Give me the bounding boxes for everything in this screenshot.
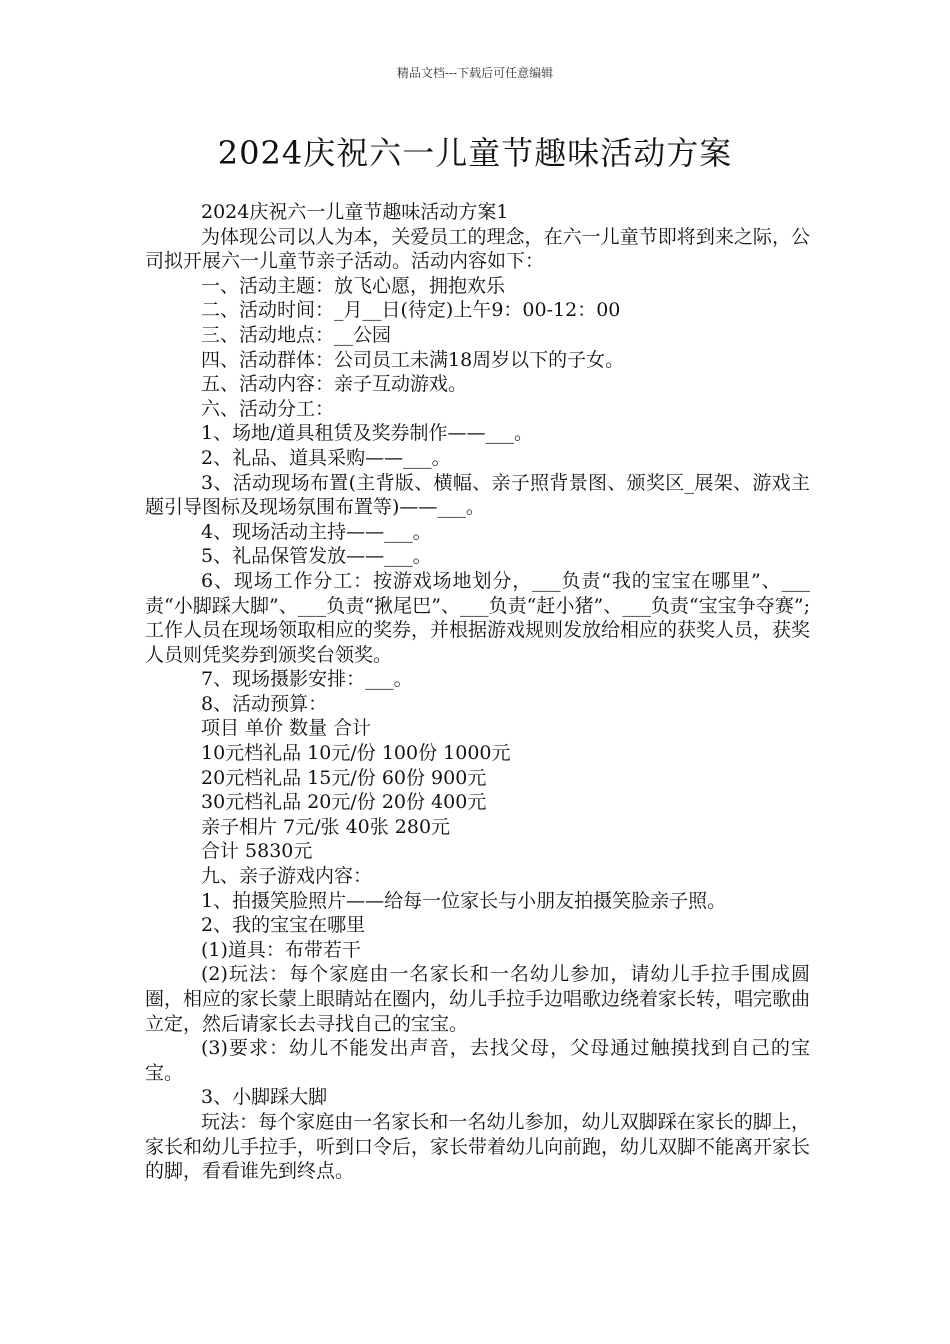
- paragraph: 2024庆祝六一儿童节趣味活动方案1: [201, 201, 509, 223]
- budget-table-header: 项目 单价 数量 合计: [201, 717, 372, 740]
- paragraph: 6、现场工作分工：按游戏场地划分，___负责“我的宝宝在哪里”、___责“小脚踩大脚”、___负责“揪尾巴”、___负责“赶小猪”、___负责“宝宝争夺赛”;工作人员在现场领取相应的奖券，并根据游戏规则发放给相应的获奖人员，获奖人员则凭奖券到颁奖台领奖。: [145, 569, 811, 666]
- paragraph: 为体现公司以人为本，关爱员工的理念，在六一儿童节即将到来之际，公司拟开展六一儿童节亲子活动。活动内容如下：: [145, 225, 810, 273]
- paragraph: 7、现场摄影安排：___。: [201, 668, 413, 691]
- paragraph: 5、礼品保管发放——___。: [201, 545, 432, 568]
- paragraph: (2)玩法：每个家庭由一名家长和一名幼儿参加，请幼儿手拉手围成圆圈，相应的家长蒙上眼睛站在圈内，幼儿手拉手边唱歌边绕着家长转，唱完歌曲立定，然后请家长去寻找自己的宝宝。: [145, 963, 811, 1035]
- paragraph: 四、活动群体：公司员工未满18周岁以下的子女。: [201, 348, 625, 371]
- document-body: [145, 200, 810, 1184]
- budget-row: 30元档礼品 20元/份 20份 400元: [201, 791, 487, 814]
- document-title: 2024庆祝六一儿童节趣味活动方案: [217, 134, 733, 172]
- paragraph: 玩法：每个家庭由一名家长和一名幼儿参加，幼儿双脚踩在家长的脚上，家长和幼儿手拉手，听到口令后，家长带着幼儿向前跑，幼儿双脚不能离开家长的脚，看看谁先到终点。: [145, 1110, 811, 1183]
- budget-row: 亲子相片 7元/张 40张 280元: [201, 815, 451, 838]
- paragraph: 4、现场活动主持——___。: [201, 520, 432, 543]
- paragraph: 1、拍摄笑脸照片——给每一位家长与小朋友拍摄笑脸亲子照。: [201, 889, 727, 912]
- paragraph: 二、活动时间：_月__日(待定)上午9：00-12：00: [201, 299, 621, 322]
- paragraph: 五、活动内容：亲子互动游戏。: [201, 373, 468, 396]
- paragraph: 三、活动地点：__公园: [201, 323, 392, 346]
- paragraph: 一、活动主题：放飞心愿，拥抱欢乐: [201, 274, 506, 297]
- paragraph: (1)道具：布带若干: [201, 938, 361, 961]
- budget-total: 合计 5830元: [201, 840, 313, 863]
- budget-row: 10元档礼品 10元/份 100份 1000元: [201, 742, 511, 765]
- paragraph: 1、场地/道具租赁及奖券制作——___。: [201, 422, 533, 445]
- paragraph: (3)要求：幼儿不能发出声音，去找父母，父母通过触摸找到自己的宝宝。: [145, 1037, 810, 1084]
- paragraph: 九、亲子游戏内容：: [201, 865, 373, 888]
- paragraph: 2、我的宝宝在哪里: [201, 914, 366, 937]
- paragraph: 六、活动分工：: [201, 397, 335, 420]
- paragraph: 3、活动现场布置(主背版、横幅、亲子照背景图、颁奖区_展架、游戏主题引导图标及现场氛围布置等)——___。: [145, 471, 810, 519]
- budget-row: 20元档礼品 15元/份 60份 900元: [201, 766, 487, 789]
- paragraph: 2、礼品、道具采购——___。: [201, 446, 451, 469]
- paragraph: 3、小脚踩大脚: [201, 1086, 328, 1109]
- paragraph: 8、活动预算：: [201, 692, 328, 715]
- page-header: 精品文档---下载后可任意编辑: [396, 66, 554, 80]
